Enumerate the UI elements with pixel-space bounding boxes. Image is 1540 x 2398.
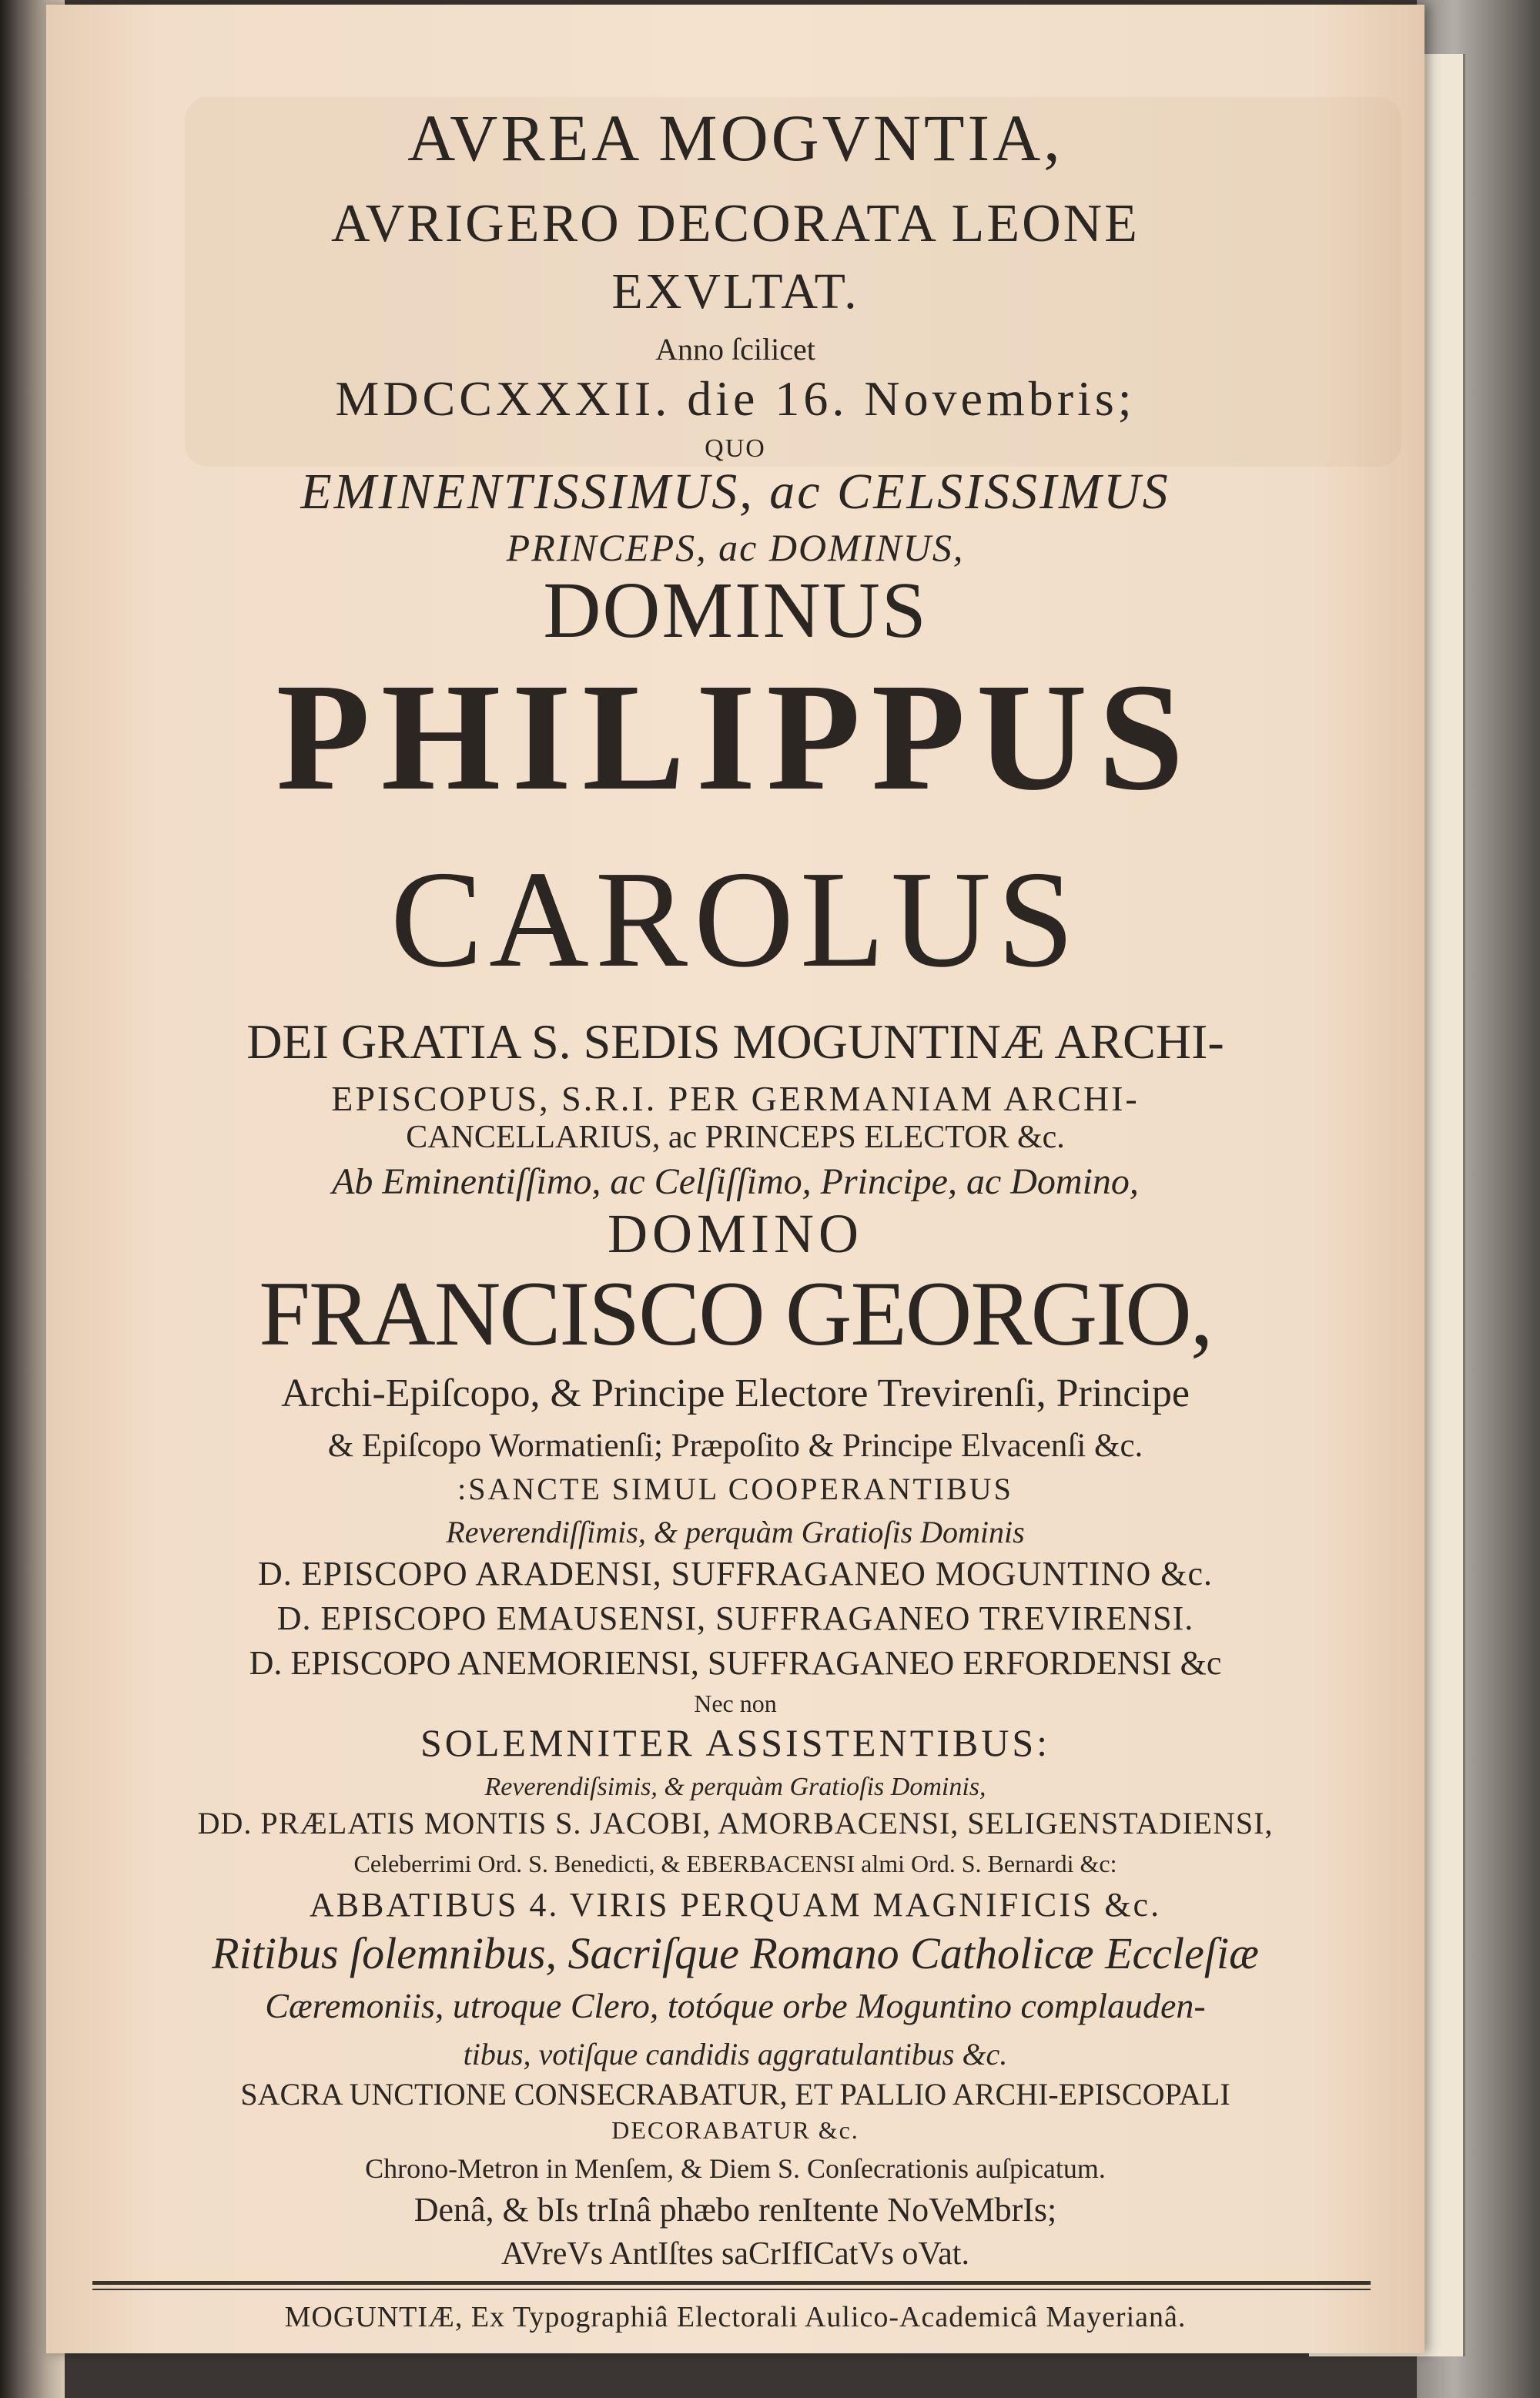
title-page-text bbox=[46, 5, 1424, 2353]
text-line: EMINENTISSIMUS, ac CELSISSIMUS bbox=[300, 464, 1170, 520]
text-line: EXVLTAT. bbox=[611, 263, 859, 320]
text-line: QUO bbox=[705, 434, 766, 463]
text-line: Celeberrimi Ord. S. Benedicti, & EBERBACENSI almi Ord. S. Bernardi &c: bbox=[353, 1850, 1117, 1877]
text-line: Denâ, & bIs trInâ phæbo renItente NoVeMbrIs; bbox=[413, 2191, 1057, 2229]
text-line: Ritibus ſolemnibus, Sacriſque Romano Catholicæ Eccleſiæ bbox=[212, 1928, 1259, 1978]
text-line: DOMINUS bbox=[543, 566, 928, 655]
text-line: AVreVs AntIſtes saCrIfICatVs oVat. bbox=[501, 2236, 969, 2272]
text-line: MDCCXXXII. die 16. Novembris; bbox=[335, 371, 1136, 426]
divider-rule-thin bbox=[92, 2289, 1371, 2290]
divider-rule bbox=[92, 2281, 1371, 2285]
text-line: D. EPISCOPO ANEMORIENSI, SUFFRAGANEO ERFORDENSI &c bbox=[249, 1644, 1222, 1682]
text-line: CAROLUS bbox=[390, 842, 1081, 996]
text-line: Nec non bbox=[694, 1690, 777, 1717]
text-line: FRANCISCO GEORGIO, bbox=[259, 1262, 1212, 1365]
imprint-line: MOGUNTIÆ, Ex Typographiâ Electorali Aulico-Academicâ Mayerianâ. bbox=[284, 2301, 1187, 2333]
text-line: DEI GRATIA S. SEDIS MOGUNTINÆ ARCHI- bbox=[246, 1014, 1224, 1069]
text-line: Chrono-Metron in Menſem, & Diem S. Conſecrationis auſpicatum. bbox=[365, 2153, 1106, 2184]
text-line: CANCELLARIUS, ac PRINCEPS ELECTOR &c. bbox=[406, 1120, 1065, 1155]
text-line: SACRA UNCTIONE CONSECRABATUR, ET PALLIO ARCHI-EPISCOPALI bbox=[240, 2077, 1230, 2112]
text-line: Archi-Epiſcopo, & Principe Electore Trevirenſi, Principe bbox=[281, 1371, 1190, 1415]
title-page bbox=[46, 5, 1424, 2353]
text-line: PRINCEPS, ac DOMINUS, bbox=[506, 526, 965, 569]
text-line: D. EPISCOPO ARADENSI, SUFFRAGANEO MOGUNTINO &c. bbox=[258, 1555, 1213, 1593]
text-line: DD. PRÆLATIS MONTIS S. JACOBI, AMORBACENSI, SELIGENSTADIENSI, bbox=[197, 1806, 1274, 1840]
text-line: ABBATIBUS 4. VIRIS PERQUAM MAGNIFICIS &c. bbox=[309, 1886, 1162, 1924]
text-line: EPISCOPUS, S.R.I. PER GERMANIAM ARCHI- bbox=[331, 1079, 1140, 1118]
text-line: DECORABATUR &c. bbox=[611, 2116, 859, 2144]
text-line: D. EPISCOPO EMAUSENSI, SUFFRAGANEO TREVIRENSI. bbox=[276, 1599, 1194, 1637]
text-line: tibus, votiſque candidis aggratulantibus &c. bbox=[463, 2037, 1008, 2071]
text-line: Reverendiſsimis, & perquàm Gratioſis Dominis, bbox=[484, 1773, 986, 1801]
text-line: Ab Eminentiſſimo, ac Celſiſſimo, Principe, ac Domino, bbox=[332, 1161, 1139, 1202]
text-line: DOMINO bbox=[608, 1203, 863, 1264]
text-line: PHILIPPUS bbox=[276, 652, 1195, 822]
text-line: AVREA MOGVNTIA, bbox=[407, 101, 1063, 175]
text-line: AVRIGERO DECORATA LEONE bbox=[331, 194, 1140, 253]
text-line: Anno ſcilicet bbox=[655, 332, 815, 367]
text-line: & Epiſcopo Wormatienſi; Præpoſito & Principe Elvacenſi &c. bbox=[327, 1428, 1143, 1464]
text-line: Reverendiſſimis, & perquàm Gratioſis Dominis bbox=[446, 1515, 1025, 1549]
text-line: Cæremoniis, utroque Clero, totóque orbe Moguntino complauden- bbox=[265, 1986, 1206, 2025]
text-line: SOLEMNITER ASSISTENTIBUS: bbox=[420, 1721, 1051, 1764]
text-line: :SANCTE SIMUL COOPERANTIBUS bbox=[457, 1472, 1013, 1506]
